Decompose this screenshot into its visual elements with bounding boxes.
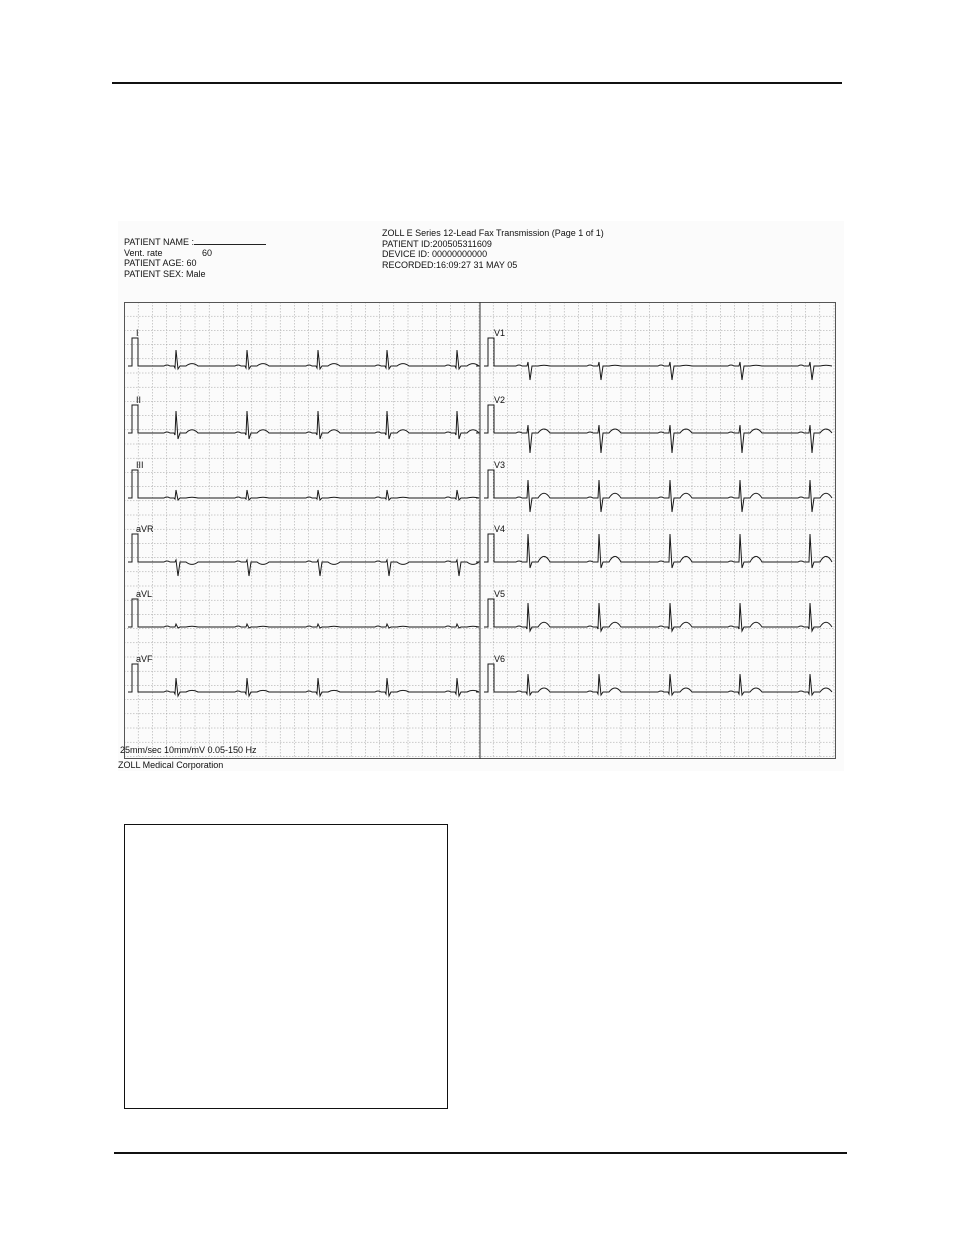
patient-name-label: PATIENT NAME : (124, 237, 195, 247)
lead-label: V2 (494, 395, 506, 405)
patient-id: PATIENT ID:200505311609 (382, 238, 492, 249)
lead-label: V6 (494, 654, 506, 664)
ecg-printout (118, 221, 844, 771)
lead-label: V5 (494, 589, 506, 599)
vent-rate-value: 60 (202, 247, 213, 258)
lead-label: II (136, 395, 142, 405)
patient-age: PATIENT AGE: 60 (124, 258, 197, 269)
lead-trace (484, 534, 832, 568)
notes-box (124, 824, 448, 1109)
lead-trace (484, 599, 832, 631)
lead-trace (484, 664, 832, 695)
transmission-info (382, 228, 604, 270)
transmission-title: ZOLL E Series 12-Lead Fax Transmission (Page 1 of 1) (382, 228, 604, 238)
ecg-traces (124, 302, 836, 759)
lead-label: V1 (494, 328, 506, 338)
lead-label: I (136, 328, 139, 338)
vent-rate-label: Vent. rate (124, 247, 163, 258)
device-id: DEVICE ID: 00000000000 (382, 249, 488, 260)
vent-rate-line (124, 248, 266, 259)
calibration-text: 25mm/sec 10mm/mV 0.05-150 Hz (120, 745, 257, 755)
top-rule (112, 82, 842, 84)
lead-label: aVF (136, 654, 153, 664)
lead-label: III (136, 460, 144, 470)
company-name: ZOLL Medical Corporation (118, 760, 224, 770)
patient-sex: PATIENT SEX: Male (124, 268, 206, 279)
lead-label: aVR (136, 524, 154, 534)
lead-label: V4 (494, 524, 506, 534)
patient-info (124, 237, 266, 279)
ecg-grid (124, 302, 836, 759)
patient-name-line (124, 237, 266, 248)
lead-trace (484, 405, 832, 453)
patient-name-blank (194, 244, 266, 245)
lead-label: aVL (136, 589, 153, 599)
bottom-rule (114, 1152, 847, 1154)
recorded-time: RECORDED:16:09:27 31 MAY 05 (382, 259, 518, 270)
lead-trace (484, 470, 832, 512)
lead-label: V3 (494, 460, 506, 470)
